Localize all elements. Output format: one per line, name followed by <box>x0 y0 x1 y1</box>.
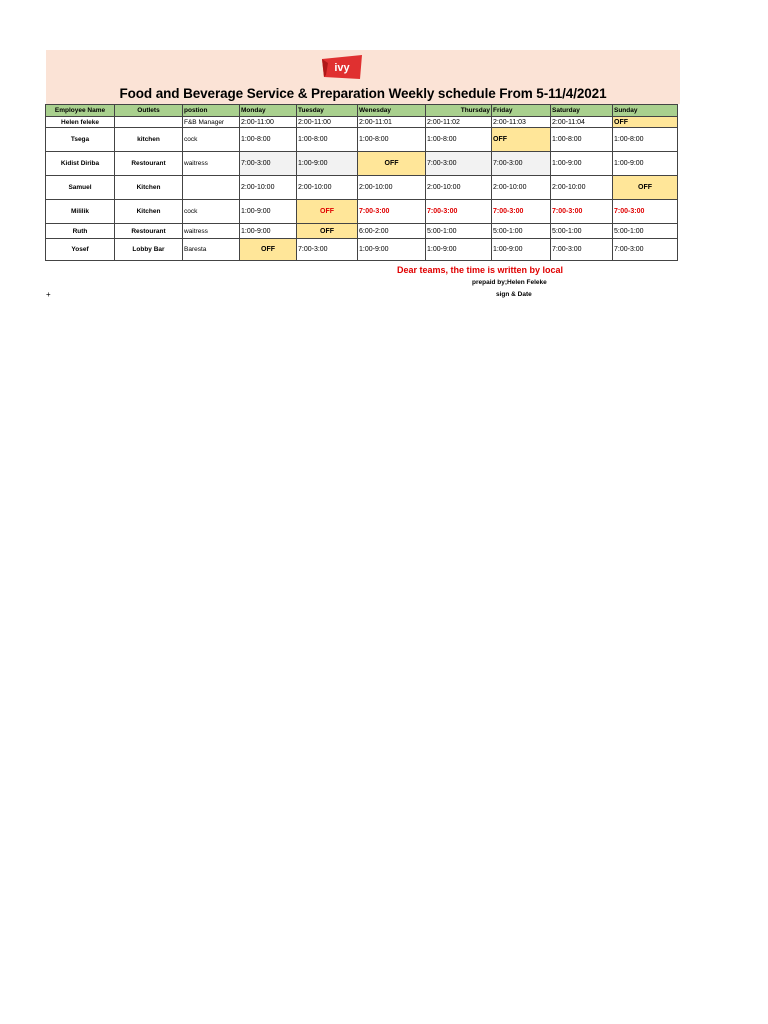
shift-saturday: 2:00-11:04 <box>551 117 613 128</box>
ivy-logo <box>318 53 366 83</box>
table-row <box>46 224 678 239</box>
shift-wednesday: 1:00-8:00 <box>358 128 426 152</box>
shift-thursday: 1:00-8:00 <box>426 128 492 152</box>
shift-saturday: 1:00-8:00 <box>551 128 613 152</box>
sign-date: sign & Date <box>496 291 532 298</box>
shift-sunday: OFF <box>613 176 678 200</box>
logo-text: ivy <box>334 62 350 74</box>
employee-name: Yosef <box>46 239 115 261</box>
header-saturday: Saturday <box>551 105 613 117</box>
header-outlets: Outlets <box>115 105 183 117</box>
shift-friday: 1:00-9:00 <box>492 239 551 261</box>
employee-name: Samuel <box>46 176 115 200</box>
shift-thursday: 7:00-3:00 <box>426 152 492 176</box>
employee-name: Ruth <box>46 224 115 239</box>
shift-friday: OFF <box>492 128 551 152</box>
outlet <box>115 117 183 128</box>
header-employee-name: Employee Name <box>46 105 115 117</box>
shift-friday: 7:00-3:00 <box>492 152 551 176</box>
shift-tuesday: 2:00-10:00 <box>297 176 358 200</box>
outlet: Lobby Bar <box>115 239 183 261</box>
header-sunday: Sunday <box>613 105 678 117</box>
employee-name: Kidist Diriba <box>46 152 115 176</box>
shift-tuesday: 2:00-11:00 <box>297 117 358 128</box>
shift-saturday: 7:00-3:00 <box>551 200 613 224</box>
shift-saturday: 2:00-10:00 <box>551 176 613 200</box>
prepared-by: prepaid by;Helen Feleke <box>472 279 547 286</box>
position: waitress <box>183 152 240 176</box>
position: waitress <box>183 224 240 239</box>
table-row <box>46 239 678 261</box>
employee-name: Mililik <box>46 200 115 224</box>
note-text: Dear teams, the time is written by local <box>396 265 564 275</box>
shift-sunday: 1:00-8:00 <box>613 128 678 152</box>
header-position: postion <box>183 105 240 117</box>
outlet: Kitchen <box>115 200 183 224</box>
shift-monday: 7:00-3:00 <box>240 152 297 176</box>
shift-sunday: 7:00-3:00 <box>613 239 678 261</box>
shift-sunday: 1:00-9:00 <box>613 152 678 176</box>
shift-tuesday: OFF <box>297 224 358 239</box>
employee-name: Tsega <box>46 128 115 152</box>
shift-wednesday: 6:00-2:00 <box>358 224 426 239</box>
table-row <box>46 117 678 128</box>
table-row <box>46 152 678 176</box>
shift-tuesday: 1:00-8:00 <box>297 128 358 152</box>
shift-friday: 5:00-1:00 <box>492 224 551 239</box>
shift-monday: 2:00-11:00 <box>240 117 297 128</box>
shift-thursday: 1:00-9:00 <box>426 239 492 261</box>
shift-thursday: 2:00-11:02 <box>426 117 492 128</box>
shift-sunday: 7:00-3:00 <box>613 200 678 224</box>
position: cock <box>183 128 240 152</box>
shift-thursday: 5:00-1:00 <box>426 224 492 239</box>
shift-wednesday: 2:00-11:01 <box>358 117 426 128</box>
table-row <box>46 128 678 152</box>
outlet: kitchen <box>115 128 183 152</box>
shift-saturday: 7:00-3:00 <box>551 239 613 261</box>
table-row <box>46 176 678 200</box>
header-monday: Monday <box>240 105 297 117</box>
shift-sunday: 5:00-1:00 <box>613 224 678 239</box>
shift-friday: 7:00-3:00 <box>492 200 551 224</box>
position: F&B Manager <box>183 117 240 128</box>
shift-monday: 1:00-8:00 <box>240 128 297 152</box>
employee-name: Helen feleke <box>46 117 115 128</box>
shift-saturday: 5:00-1:00 <box>551 224 613 239</box>
header-row <box>46 105 678 117</box>
shift-thursday: 7:00-3:00 <box>426 200 492 224</box>
plus-mark: + <box>46 290 51 299</box>
shift-saturday: 1:00-9:00 <box>551 152 613 176</box>
header-tuesday: Tuesday <box>297 105 358 117</box>
shift-monday: 2:00-10:00 <box>240 176 297 200</box>
schedule-table <box>45 104 678 261</box>
outlet: Restourant <box>115 224 183 239</box>
outlet: Restourant <box>115 152 183 176</box>
header-wednesday: Wenesday <box>358 105 426 117</box>
shift-friday: 2:00-11:03 <box>492 117 551 128</box>
shift-wednesday: 1:00-9:00 <box>358 239 426 261</box>
shift-wednesday: 7:00-3:00 <box>358 200 426 224</box>
shift-friday: 2:00-10:00 <box>492 176 551 200</box>
shift-wednesday: 2:00-10:00 <box>358 176 426 200</box>
header-friday: Friday <box>492 105 551 117</box>
outlet: Kitchen <box>115 176 183 200</box>
shift-monday: OFF <box>240 239 297 261</box>
table-row <box>46 200 678 224</box>
position <box>183 176 240 200</box>
position: cock <box>183 200 240 224</box>
shift-tuesday: 1:00-9:00 <box>297 152 358 176</box>
page-title: Food and Beverage Service & Preparation Weekly schedule From 5-11/4/2021 <box>119 86 607 101</box>
shift-tuesday: 7:00-3:00 <box>297 239 358 261</box>
header-thursday: Thursday <box>426 105 492 117</box>
shift-wednesday: OFF <box>358 152 426 176</box>
shift-monday: 1:00-9:00 <box>240 200 297 224</box>
shift-thursday: 2:00-10:00 <box>426 176 492 200</box>
shift-monday: 1:00-9:00 <box>240 224 297 239</box>
shift-tuesday: OFF <box>297 200 358 224</box>
shift-sunday: OFF <box>613 117 678 128</box>
position: Baresta <box>183 239 240 261</box>
